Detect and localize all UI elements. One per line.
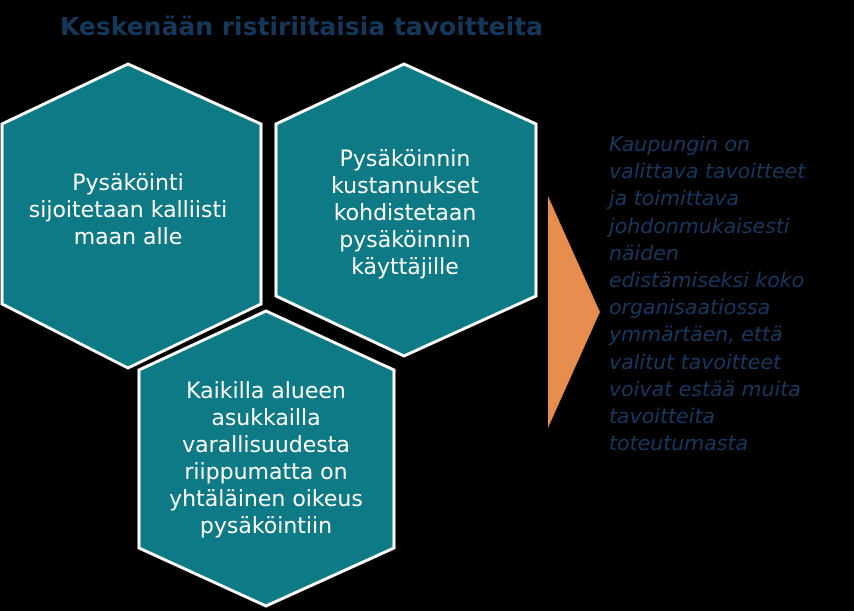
conclusion-line: Kaupungin on [609, 132, 751, 156]
conclusion-line: organisaatiossa [609, 295, 771, 320]
hexagon-3-line: Kaikilla alueen [186, 379, 346, 404]
conclusion-line: tavoitteita [609, 404, 715, 429]
conclusion-line: ja toimittava [609, 186, 740, 211]
conclusion-line: voivat estää muita [609, 376, 801, 401]
hexagon-3-line: asukkailla [211, 406, 321, 431]
hexagon-1-text [15, 130, 241, 290]
hexagon-3-line: pysäköintiin [199, 514, 333, 539]
hexagon-3-line: riippumatta on [184, 460, 348, 485]
conclusion-line: näiden [609, 240, 679, 265]
hexagon-2-line: kustannukset [331, 173, 479, 199]
chevron-right-icon [548, 196, 600, 428]
hexagon-1-line: Pysäköinti [72, 170, 184, 196]
conclusion-line: toteutumasta [609, 431, 749, 456]
hexagon-2-line: käyttäjille [351, 254, 459, 280]
hexagon-1-line: sijoitetaan kalliisti [28, 197, 228, 223]
hexagon-2-line: Pysäköinnin [339, 146, 471, 172]
hexagon-3-line: varallisuudesta [182, 433, 350, 458]
conclusion-line: valitut tavoitteet [609, 349, 781, 374]
hexagon-2-line: kohdistetaan [333, 200, 477, 226]
hexagon-1-line: maan alle [73, 224, 183, 250]
conclusion-line: johdonmukaisesti [609, 213, 790, 238]
conclusion-line: edistämiseksi koko [609, 268, 805, 293]
hexagon-2-line: pysäköinnin [339, 227, 471, 253]
conclusion-line: valittava tavoitteet [609, 159, 806, 184]
hexagon-3-line: yhtäläinen oikeus [169, 487, 363, 512]
conclusion-line: ymmärtäen, että [609, 322, 783, 347]
hexagon-2-text [286, 143, 524, 283]
diagram-title: Keskenään ristiriitaisia tavoitteita [60, 12, 544, 41]
conclusion-text [609, 131, 849, 457]
hexagon-3-text [146, 377, 386, 541]
